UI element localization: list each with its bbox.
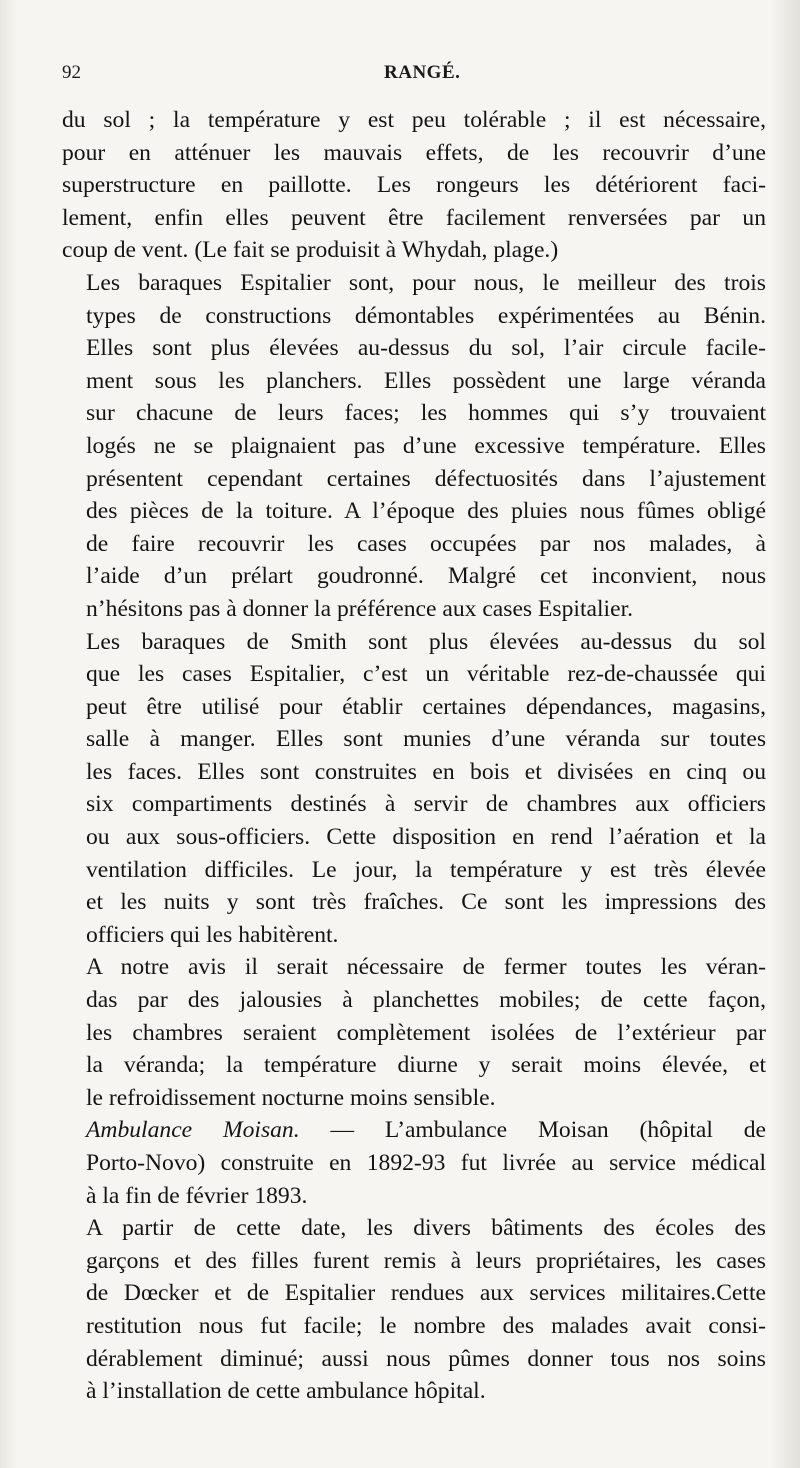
- text-line: n’hésitons pas à donner la préférence aux cases Espitalier.: [86, 595, 634, 622]
- text-line: ment sous les planchers. Elles possèdent une large véranda: [86, 367, 766, 394]
- text-line: et les nuits y sont très fraîches. Ce sont les impressions des: [86, 889, 766, 916]
- text-line: coup de vent. (Le fait se produisit à Whydah, plage.): [62, 237, 559, 264]
- page-header: [62, 62, 762, 92]
- text-run: — L’ambulance Moisan (hôpital de: [299, 1117, 767, 1144]
- text-line: six compartiments destinés à servir de chambres aux officiers: [86, 791, 766, 818]
- text-line: restitution nous fut facile; le nombre des malades avait consi-: [86, 1312, 766, 1339]
- text-line: l’aide d’un prélart goudronné. Malgré cet inconvient, nous: [86, 563, 766, 590]
- text-line: ou aux sous-officiers. Cette disposition en rend l’aération et la: [86, 824, 766, 851]
- text-line: garçons et des filles furent remis à leurs propriétaires, les cases: [86, 1247, 766, 1274]
- text-line: Les baraques Espitalier sont, pour nous, le meilleur des trois: [86, 269, 766, 296]
- text-line: de Dœcker et de Espitalier rendues aux services militaires.Cette: [86, 1280, 766, 1307]
- text-line: que les cases Espitalier, c’est un véritable rez-de-chaussée qui: [86, 661, 766, 688]
- text-line: présentent cependant certaines défectuosités dans l’ajustement: [86, 465, 766, 492]
- text-line: ventilation difficiles. Le jour, la température y est très élevée: [86, 856, 766, 883]
- text-line: du sol ; la température y est peu tolérable ; il est nécessaire,: [62, 107, 766, 133]
- paragraph: [62, 1212, 766, 1408]
- section-heading: Ambulance Moisan.: [86, 1117, 300, 1144]
- paragraph: [62, 267, 766, 626]
- text-line: les faces. Elles sont construites en bois et divisées en cinq ou: [86, 758, 766, 785]
- text-line: superstructure en paillotte. Les rongeurs les détériorent faci-: [62, 172, 766, 199]
- text-line: à la fin de février 1893.: [86, 1182, 308, 1209]
- body-text: [62, 104, 766, 1408]
- text-line: à l’installation de cette ambulance hôpital.: [86, 1378, 486, 1405]
- paragraph: [62, 1114, 766, 1212]
- paragraph: [62, 951, 766, 1114]
- text-line: officiers qui les habitèrent.: [86, 921, 339, 948]
- text-line: des pièces de la toiture. A l’époque des pluies nous fûmes obligé: [86, 498, 766, 525]
- text-line: A notre avis il serait nécessaire de fermer toutes les véran-: [86, 954, 766, 981]
- page-number: 92: [62, 62, 81, 83]
- text-line: pour en atténuer les mauvais effets, de les recouvrir d’une: [62, 139, 766, 166]
- text-line: les chambres seraient complètement isolées de l’extérieur par: [86, 1019, 766, 1046]
- text-line: salle à manger. Elles sont munies d’une véranda sur toutes: [86, 726, 766, 753]
- text-line: A partir de cette date, les divers bâtiments des écoles des: [86, 1215, 766, 1242]
- text-line: le refroidissement nocturne moins sensible.: [86, 1084, 496, 1111]
- running-head: RANGÉ.: [384, 62, 461, 83]
- text-line: Elles sont plus élevées au-dessus du sol, l’air circule facile-: [86, 335, 766, 362]
- text-line: Les baraques de Smith sont plus élevées au-dessus du sol: [86, 628, 766, 655]
- text-line: das par des jalousies à planchettes mobiles; de cette façon,: [86, 987, 766, 1014]
- text-line: la véranda; la température diurne y serait moins élevée, et: [86, 1052, 766, 1079]
- text-line: logés ne se plaignaient pas d’une excessive température. Elles: [86, 432, 766, 459]
- text-line: sur chacune de leurs faces; les hommes qui s’y trouvaient: [86, 400, 766, 427]
- paragraph: [62, 626, 766, 952]
- text-line: dérablement diminué; aussi nous pûmes donner tous nos soins: [86, 1345, 766, 1372]
- text-line: Porto-Novo) construite en 1892-93 fut livrée au service médical: [86, 1150, 766, 1176]
- text-line: [62, 1114, 766, 1147]
- text-line: de faire recouvrir les cases occupées par nos malades, à: [86, 530, 766, 557]
- text-line: types de constructions démontables expérimentées au Bénin.: [86, 302, 766, 329]
- text-line: lement, enfin elles peuvent être facilement renversées par un: [62, 204, 766, 231]
- paragraph: [62, 104, 766, 267]
- text-line: peut être utilisé pour établir certaines dépendances, magasins,: [86, 693, 766, 720]
